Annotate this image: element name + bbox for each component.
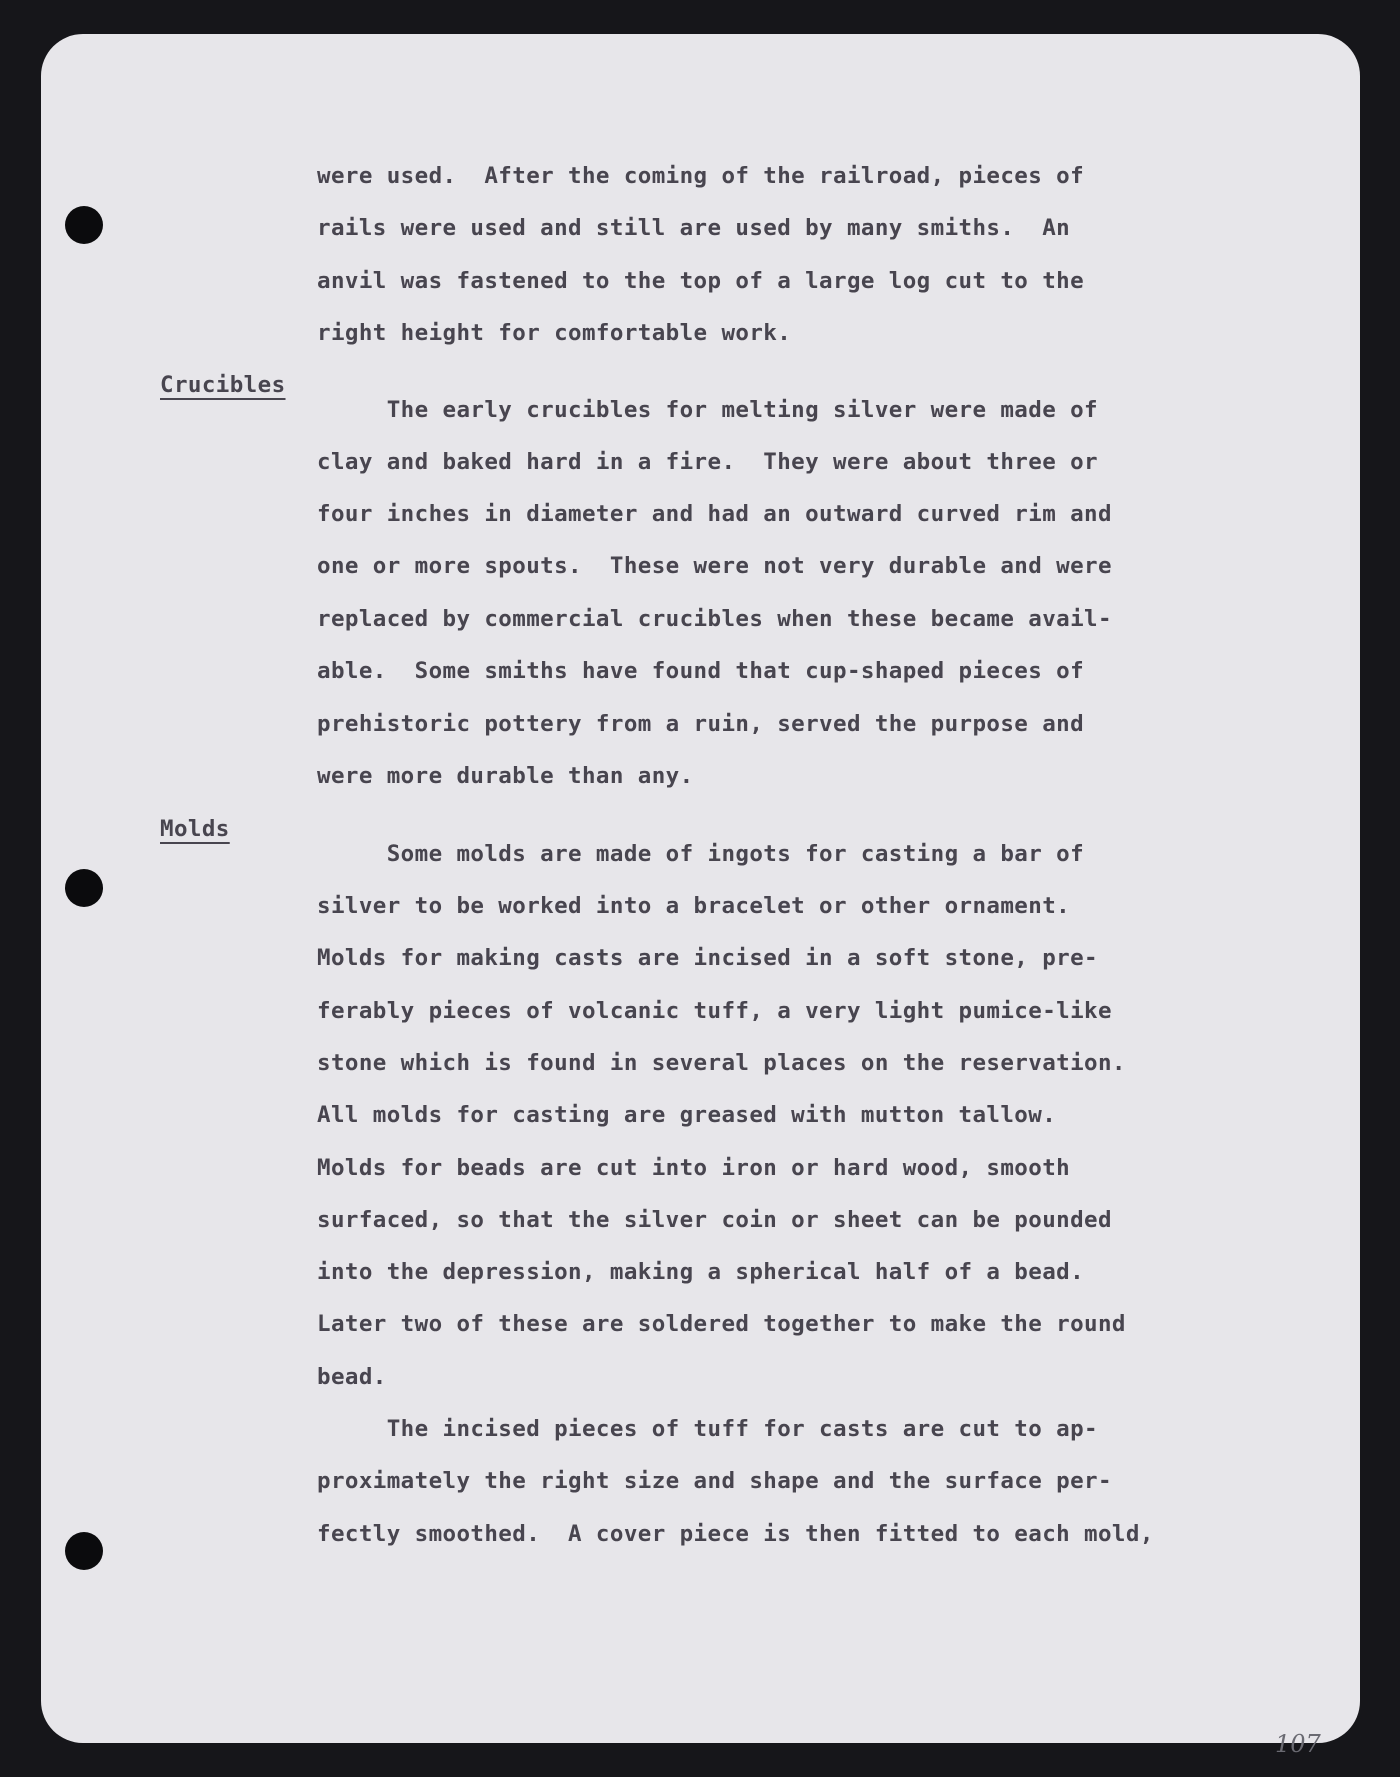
text-line: bead. <box>317 1364 387 1390</box>
text-line: The early crucibles for melting silver were made of <box>317 397 1098 423</box>
binder-hole-top <box>65 206 103 244</box>
text-line: proximately the right size and shape and the surface per- <box>317 1468 1112 1494</box>
text-line: right height for comfortable work. <box>317 320 792 346</box>
text-line: Molds for making casts are incised in a soft stone, pre- <box>317 945 1098 971</box>
section-heading-crucibles: Crucibles <box>160 372 286 398</box>
text-line: Molds for beads are cut into iron or hard wood, smooth <box>317 1155 1071 1181</box>
text-line: The incised pieces of tuff for casts are cut to ap- <box>317 1416 1098 1442</box>
text-line: fectly smoothed. A cover piece is then fitted to each mold, <box>317 1521 1154 1547</box>
text-line: replaced by commercial crucibles when these became avail- <box>317 606 1112 632</box>
section-heading-molds: Molds <box>160 816 230 842</box>
text-line: Some molds are made of ingots for casting a bar of <box>317 841 1085 867</box>
document-page <box>41 34 1360 1758</box>
text-line: into the depression, making a spherical half of a bead. <box>317 1259 1085 1285</box>
text-line: Later two of these are soldered together to make the round <box>317 1311 1126 1337</box>
text-line: four inches in diameter and had an outward curved rim and <box>317 501 1112 527</box>
text-line: anvil was fastened to the top of a large log cut to the <box>317 268 1085 294</box>
binder-hole-bottom <box>65 1532 103 1570</box>
page-number: 107 <box>1275 1730 1321 1758</box>
text-line: were more durable than any. <box>317 763 694 789</box>
text-line: All molds for casting are greased with mutton tallow. <box>317 1102 1057 1128</box>
text-line: surfaced, so that the silver coin or sheet can be pounded <box>317 1207 1112 1233</box>
text-line: stone which is found in several places on the reservation. <box>317 1050 1126 1076</box>
text-line: ferably pieces of volcanic tuff, a very light pumice-like <box>317 998 1112 1024</box>
text-line: rails were used and still are used by many smiths. An <box>317 215 1071 241</box>
text-line: able. Some smiths have found that cup-shaped pieces of <box>317 658 1085 684</box>
text-line: silver to be worked into a bracelet or other ornament. <box>317 893 1071 919</box>
binder-hole-middle <box>65 869 103 907</box>
text-line: clay and baked hard in a fire. They were about three or <box>317 449 1098 475</box>
text-line: were used. After the coming of the railroad, pieces of <box>317 163 1085 189</box>
text-line: prehistoric pottery from a ruin, served the purpose and <box>317 711 1085 737</box>
text-line: one or more spouts. These were not very durable and were <box>317 553 1112 579</box>
